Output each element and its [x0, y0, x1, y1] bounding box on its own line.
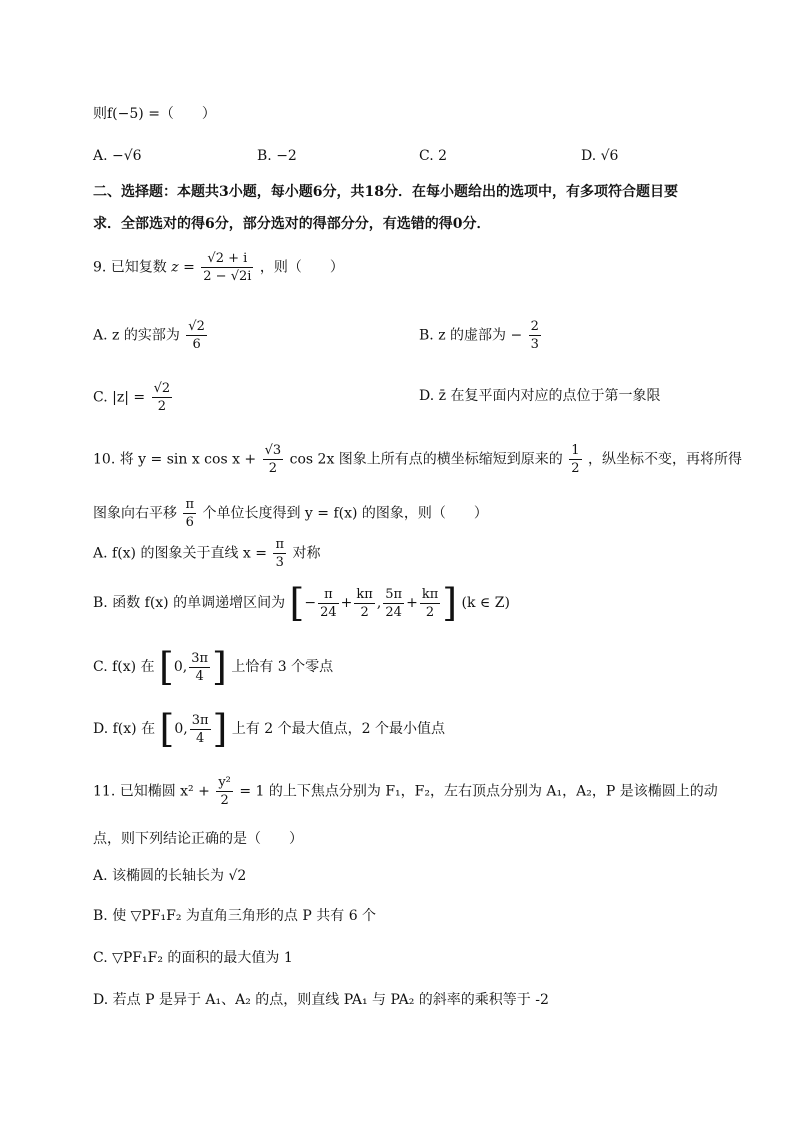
- q10-l1-frac2: [569, 442, 581, 477]
- prev-option-a: A. −√6: [93, 148, 142, 164]
- q11-l1-num: y²: [218, 775, 231, 790]
- q10-b-d2: 2: [360, 604, 369, 620]
- q10-b-d4: 2: [425, 604, 435, 620]
- q11-stem-line1: [93, 774, 718, 809]
- q10-option-d-frac: [190, 712, 211, 747]
- q10-l2-num: π: [185, 497, 194, 512]
- prev-option-d: D. √6: [581, 148, 619, 164]
- q10-option-b-frac2: [354, 586, 374, 621]
- q9-option-b-den: 3: [530, 337, 539, 352]
- q9-frac-num: √2 + i: [201, 250, 253, 268]
- q10-option-d-post: 上有 2 个最大值点，2 个最小值点: [231, 721, 445, 737]
- q9-option-c-text: C. |z| =: [93, 389, 146, 406]
- left-bracket: [: [289, 581, 305, 625]
- q10-c-den: 4: [195, 668, 204, 684]
- q10-d-num: 3π: [191, 712, 209, 728]
- q10-b-n3: 5π: [385, 586, 403, 602]
- q9-stem-z: z =: [171, 259, 195, 276]
- q10-b-n2: kπ: [356, 586, 373, 602]
- q9-option-c-num: √2: [153, 381, 171, 396]
- q10-l1-num: √3: [264, 443, 282, 458]
- q10-option-a-num: π: [275, 537, 284, 552]
- q10-option-c-text: C. f(x) 在: [93, 659, 155, 675]
- q9-option-a-num: √2: [188, 319, 205, 334]
- q9-option-a-den: 6: [192, 337, 201, 352]
- q11-option-a: A. 该椭圆的长轴长为 √2: [93, 868, 247, 884]
- q9-option-c-den: 2: [157, 399, 166, 414]
- q9-frac-den: 2 − √2i: [203, 269, 252, 284]
- q11-option-c: C. ▽PF₁F₂ 的面积的最大值为 1: [93, 950, 293, 966]
- q9-option-a: [93, 318, 209, 353]
- q9-option-b-text: B. z 的虚部为 −: [419, 327, 523, 344]
- right-bracket: ]: [212, 645, 227, 689]
- q10-option-d-zero: 0,: [174, 721, 188, 737]
- q10-d-den: 4: [195, 730, 205, 746]
- q10-b-d1: 24: [320, 604, 337, 620]
- q11-l1-post: = 1 的上下焦点分别为 F₁，F₂，左右顶点分别为 A₁，A₂，P 是该椭圆上的动: [239, 783, 718, 800]
- left-bracket: [: [159, 707, 175, 751]
- q9-stem: [93, 250, 344, 285]
- q9-option-b-num: 2: [530, 319, 539, 334]
- q10-option-c-zero: 0,: [173, 659, 188, 675]
- q10-option-a-frac: [273, 536, 286, 571]
- q9-option-b: [419, 318, 543, 353]
- section-heading-line2: 求．全部选对的得6分，部分选对的得部分分，有选错的得0分．: [93, 216, 491, 232]
- q9-option-c: [93, 380, 174, 415]
- q9-option-a-text: A. z 的实部为: [93, 327, 180, 344]
- q10-stem-line1: [93, 442, 742, 477]
- q10-option-b: B. 函数 f(x) 的单调递增区间为 [− $\frac{\pi}{24}$ + $\frac{k\pi}{2}$ , $\frac{5\pi}{24}$ + $\frac{k\pi}{2}$ ] (k ∈ Z): [93, 581, 510, 625]
- q9-option-a-frac: [186, 318, 207, 353]
- q10-b-n1: π: [318, 586, 339, 604]
- q9-option-d: D. z̄ 在复平面内对应的点位于第一象限: [419, 388, 661, 404]
- q10-option-c: [93, 645, 334, 689]
- q10-option-b-text: B. 函数 f(x) 的单调递增区间为: [93, 595, 286, 611]
- q10-l2-frac: [183, 496, 196, 531]
- q10-option-d: [93, 707, 445, 751]
- q10-stem-line2: [93, 496, 488, 531]
- q10-option-c-frac: [189, 650, 210, 685]
- q10-option-a-text: A. f(x) 的图象关于直线 x =: [93, 545, 267, 562]
- q10-l1-frac: [263, 442, 284, 477]
- prev-option-c: C. 2: [419, 148, 448, 164]
- q10-b-d3: 24: [385, 604, 402, 620]
- q11-l1-pre: 11. 已知椭圆 x² +: [93, 783, 210, 800]
- q10-b-n4: kπ: [421, 586, 439, 602]
- q10-l1-num2: 1: [571, 443, 580, 458]
- q10-option-d-text: D. f(x) 在: [93, 721, 156, 737]
- q10-option-a-post: 对称: [292, 545, 321, 562]
- q10-c-num: 3π: [191, 650, 209, 666]
- q10-l2-post: 个单位长度得到 y = f(x) 的图象，则（ ）: [202, 505, 488, 522]
- q9-fraction: [201, 250, 253, 285]
- q11-option-b: B. 使 ▽PF₁F₂ 为直角三角形的点 P 共有 6 个: [93, 908, 377, 924]
- q10-l1-post: ，纵坐标不变，再将所得: [587, 451, 742, 468]
- q11-option-d: D. 若点 P 是异于 A₁、A₂ 的点，则直线 PA₁ 与 PA₂ 的斜率的乘积等于 -2: [93, 992, 549, 1008]
- q9-stem-text: 9. 已知复数: [93, 259, 167, 276]
- q10-l1-pre: 10. 将 y = sin x cos x +: [93, 451, 257, 468]
- q10-l1-mid: cos 2x 图象上所有点的横坐标缩短到原来的: [289, 451, 563, 468]
- q11-stem-line2: 点，则下列结论正确的是（ ）: [93, 831, 303, 847]
- q9-stem-post: ，则（ ）: [259, 259, 344, 276]
- q10-l1-den2: 2: [571, 461, 580, 476]
- q10-l2-pre: 图象向右平移: [93, 505, 177, 522]
- q10-option-a: [93, 536, 320, 571]
- q10-l2-den: 6: [185, 515, 194, 530]
- q10-option-b-frac4: [420, 586, 440, 621]
- right-bracket: ]: [442, 581, 458, 625]
- q10-l1-den: 2: [268, 461, 278, 476]
- q10-option-b-post: (k ∈ Z): [461, 595, 510, 611]
- q11-l1-den: 2: [220, 793, 229, 808]
- q10-option-c-post: 上恰有 3 个零点: [231, 659, 334, 675]
- q10-option-b-frac3: [383, 586, 404, 621]
- q11-l1-frac: [216, 774, 233, 809]
- q10-option-a-den: 3: [275, 555, 284, 570]
- q9-option-b-frac: [529, 318, 541, 353]
- prev-option-b: B. −2: [257, 148, 297, 164]
- q10-option-b-frac1: [318, 586, 339, 621]
- right-bracket: ]: [212, 707, 228, 751]
- q9-option-c-frac: [152, 380, 173, 415]
- left-bracket: [: [159, 645, 174, 689]
- section-heading-line1: 二、选择题：本题共3小题，每小题6分，共18分．在每小题给出的选项中，有多项符合题目要: [93, 184, 678, 200]
- prev-question-stem: 则f(−5) =（ ）: [93, 106, 216, 122]
